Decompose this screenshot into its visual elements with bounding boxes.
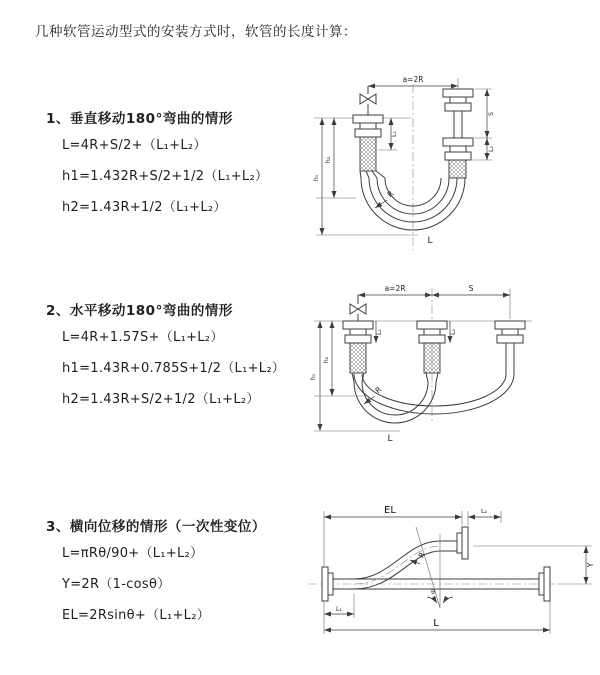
page-title: 几种软管运动型式的安装方式时，软管的长度计算： — [35, 24, 357, 40]
flange-fitting-right — [495, 321, 525, 343]
dim-h2-label: h₂ — [323, 356, 330, 364]
dim-l2-label: L₂ — [450, 328, 457, 336]
formula: Y=2R（1-cosθ） — [62, 577, 171, 592]
formula: h1=1.43R+0.785S+1/2（L₁+L₂） — [62, 361, 286, 376]
section-vertical-movement — [46, 107, 311, 232]
formula: EL=2Rsinθ+（L₁+L₂） — [62, 608, 211, 623]
dim-h1-label: h₁ — [310, 373, 317, 381]
hose-u-bend-position-1 — [352, 373, 438, 423]
radius-construction-line — [416, 527, 440, 608]
hose-braided-left — [350, 343, 366, 373]
length-label: L — [427, 236, 433, 246]
flange-fitting-right-lower — [443, 138, 473, 160]
diagram-horizontal-180-bend — [300, 274, 600, 444]
section-3-heading: 3、横向位移的情形（一次性变位） — [46, 519, 266, 535]
diagram-lateral-displacement — [296, 494, 600, 644]
dim-l1-label: L₁ — [335, 606, 343, 613]
dim-h2-label: h₂ — [325, 156, 332, 164]
dim-a2r-label: a=2R — [402, 75, 424, 84]
diagram-vertical-180-bend — [298, 60, 598, 255]
dim-a2r-label: a=2R — [384, 284, 406, 293]
section-lateral-displacement — [46, 515, 311, 640]
flange-fitting-left — [343, 321, 373, 343]
dim-el-label: EL — [384, 505, 396, 516]
valve-icon — [360, 86, 376, 115]
dim-l-label: L — [433, 618, 439, 629]
radius-label: R — [385, 188, 396, 200]
section-1-heading: 1、垂直移动180°弯曲的情形 — [46, 111, 233, 127]
leader-arrow — [375, 200, 387, 208]
hose-braided-center — [424, 343, 440, 373]
formula: h2=1.43R+1/2（L₁+L₂） — [62, 200, 227, 215]
flange-fitting-center — [417, 321, 447, 343]
dim-l2-label: L₂ — [480, 508, 488, 515]
flange-fitting-displaced — [440, 527, 468, 559]
dim-l2-label: L₂ — [488, 145, 495, 153]
section-2-heading: 2、水平移动180°弯曲的情形 — [46, 303, 233, 319]
radius-label: R — [416, 550, 427, 560]
angle-arc — [443, 597, 453, 603]
formula: h1=1.432R+S/2+1/2（L₁+L₂） — [62, 169, 269, 184]
dim-s-label: S — [468, 284, 474, 293]
formula: L=4R+S/2+（L₁+L₂） — [62, 138, 207, 153]
flange-fitting-left — [353, 115, 383, 137]
dim-l1-label: L₁ — [376, 328, 383, 336]
hose-u-bend — [360, 171, 465, 230]
angle-theta-label: θ — [431, 589, 435, 596]
length-label: L — [387, 434, 393, 444]
dim-s-label: S — [488, 112, 495, 116]
flange-fitting-right-upper — [443, 89, 473, 111]
formula: L=4R+1.57S+（L₁+L₂） — [62, 330, 224, 345]
angle-arc — [427, 597, 437, 603]
hose-braided-right — [449, 160, 466, 178]
hose-braided-left — [360, 137, 376, 171]
dim-l1-label: L₁ — [391, 130, 398, 138]
section-horizontal-movement — [46, 299, 311, 424]
radius-label: R — [373, 384, 384, 396]
dim-y-label: Y — [586, 562, 595, 568]
dim-h1-label: h₁ — [313, 174, 320, 182]
valve-icon — [350, 295, 366, 321]
formula: L=πRθ/90+（L₁+L₂） — [62, 546, 204, 561]
formula: h2=1.43R+S/2+1/2（L₁+L₂） — [62, 392, 260, 407]
